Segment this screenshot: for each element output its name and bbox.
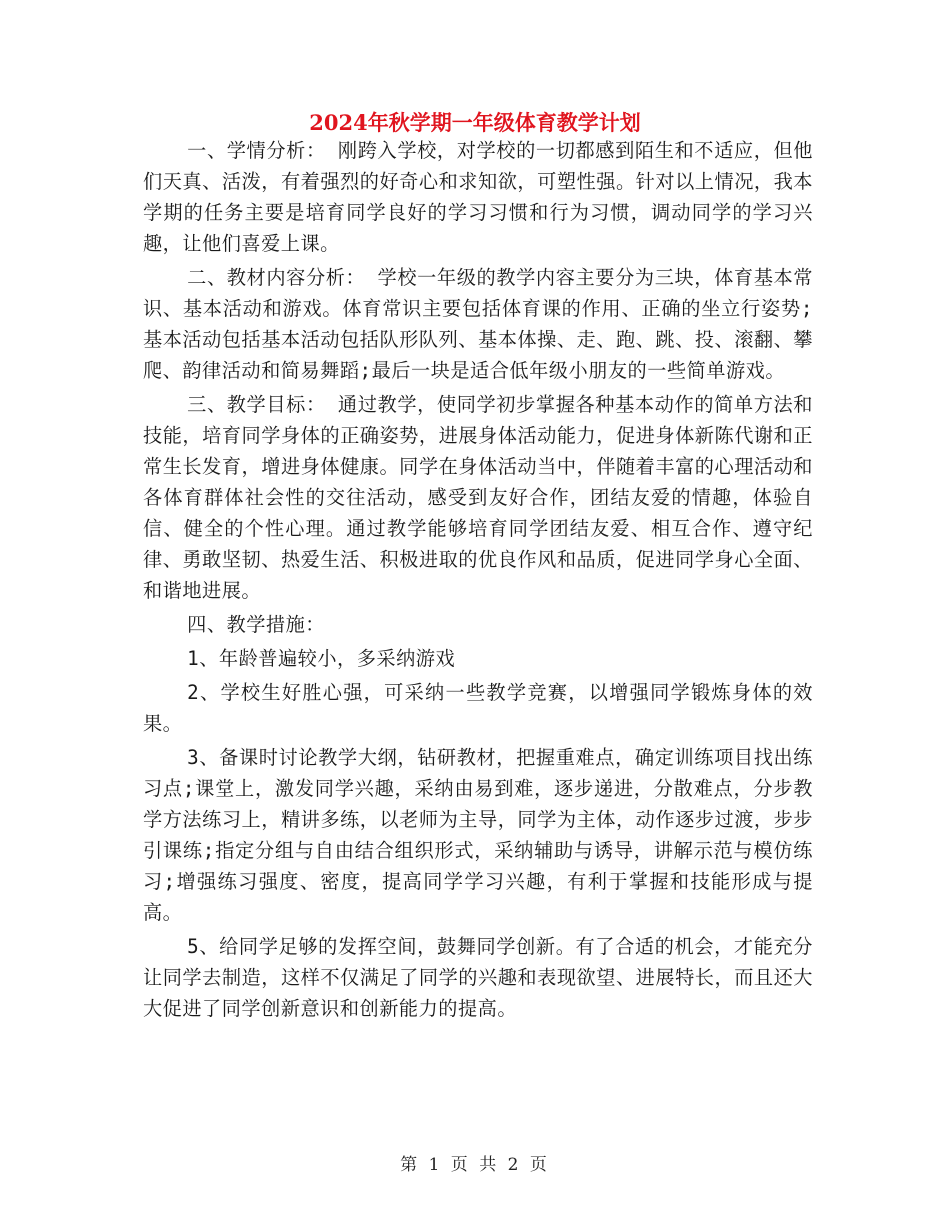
document-body: [143, 135, 813, 1027]
paragraph-learning-analysis: 一、学情分析： 刚跨入学校，对学校的一切都感到陌生和不适应，但他们天真、活泼，有着强烈的好奇心和求知欲，可塑性强。针对以上情况，我本学期的任务主要是培育同学良好的学习习惯和行为习惯，调动同学的学习兴趣，让他们喜爱上课。: [143, 139, 813, 255]
page-number-footer: 第 1 页 共 2 页: [400, 1155, 550, 1175]
document-title: 2024年秋学期一年级体育教学计划: [309, 110, 641, 135]
paragraph-measure-2: 2、学校生好胜心强，可采纳一些教学竞赛，以增强同学锻炼身体的效果。: [143, 681, 813, 735]
paragraph-measure-5: 5、给同学足够的发挥空间，鼓舞同学创新。有了合适的机会，才能充分让同学去制造，这样不仅满足了同学的兴趣和表现欲望、进展特长，而且还大大促进了同学创新意识和创新能力的提高。: [143, 935, 813, 1020]
paragraph-material-analysis: 二、教材内容分析： 学校一年级的教学内容主要分为三块，体育基本常识、基本活动和游戏。体育常识主要包括体育课的作用、正确的坐立行姿势;基本活动包括基本活动包括队形队列、基本体操、走、跑、跳、投、滚翻、攀爬、韵律活动和简易舞蹈;最后一块是适合低年级小朋友的一些简单游戏。: [143, 266, 813, 382]
paragraph-teaching-goals: 三、教学目标： 通过教学，使同学初步掌握各种基本动作的简单方法和技能，培育同学身体的正确姿势，进展身体活动能力，促进身体新陈代谢和正常生长发育，增进身体健康。同学在身体活动当中，伴随着丰富的心理活动和各体育群体社会性的交往活动，感受到友好合作，团结友爱的情趣，体验自信、健全的个性心理。通过教学能够培育同学团结友爱、相互合作、遵守纪律、勇敢坚韧、热爱生活、积极进取的优良作风和品质，促进同学身心全面、和谐地进展。: [143, 393, 813, 602]
paragraph-measures-heading: 四、教学措施：: [187, 613, 325, 636]
paragraph-measure-3: 3、备课时讨论教学大纲，钻研教材，把握重难点，确定训练项目找出练习点;课堂上，激发同学兴趣，采纳由易到难，逐步递进，分散难点，分步教学方法练习上，精讲多练，以老师为主导，同学为主体，动作逐步过渡，步步引课练;指定分组与自由结合组织形式，采纳辅助与诱导，讲解示范与模仿练习;增强练习强度、密度，提高同学学习兴趣，有利于掌握和技能形成与提高。: [143, 746, 813, 924]
paragraph-measure-1: 1、年龄普遍较小，多采纳游戏: [187, 647, 456, 670]
